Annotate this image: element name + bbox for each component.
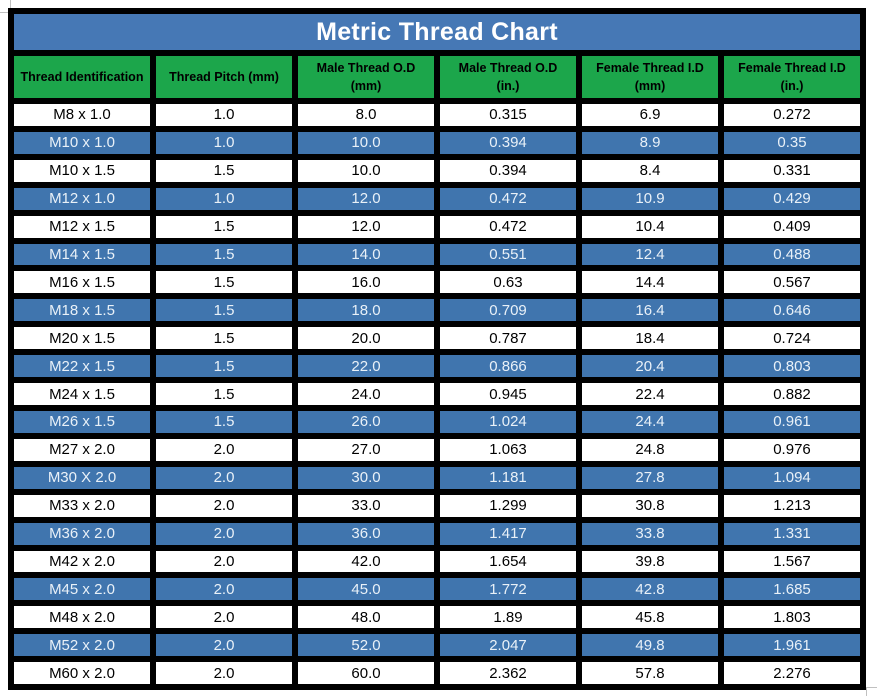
table-cell: M27 x 2.0 (14, 439, 150, 461)
table-cell: M52 x 2.0 (14, 634, 150, 656)
table-cell: 18.4 (582, 327, 718, 349)
table-cell: 0.976 (724, 439, 860, 461)
table-row (14, 244, 860, 266)
column-header: Male Thread O.D (mm) (298, 56, 434, 98)
table-row (14, 495, 860, 517)
table-cell: 22.4 (582, 383, 718, 405)
table-row (14, 523, 860, 545)
table-cell: M16 x 1.5 (14, 271, 150, 293)
table-cell: 16.4 (582, 299, 718, 321)
header-row (14, 56, 860, 98)
table-cell: 52.0 (298, 634, 434, 656)
table-cell: 0.488 (724, 244, 860, 266)
table-cell: 8.9 (582, 132, 718, 154)
table-cell: 45.8 (582, 606, 718, 628)
table-cell: M12 x 1.5 (14, 216, 150, 238)
table-row (14, 411, 860, 433)
table-cell: 12.0 (298, 216, 434, 238)
table-cell: 0.803 (724, 355, 860, 377)
table-cell: 2.0 (156, 551, 292, 573)
table-cell: 60.0 (298, 662, 434, 684)
table-row (14, 160, 860, 182)
table-cell: 1.5 (156, 383, 292, 405)
table-row (14, 467, 860, 489)
table-cell: 2.362 (440, 662, 576, 684)
table-cell: 0.409 (724, 216, 860, 238)
table-cell: M60 x 2.0 (14, 662, 150, 684)
table-cell: 48.0 (298, 606, 434, 628)
table-cell: M36 x 2.0 (14, 523, 150, 545)
table-cell: 1.567 (724, 551, 860, 573)
table-cell: 2.0 (156, 467, 292, 489)
table-cell: 1.5 (156, 327, 292, 349)
table-row (14, 355, 860, 377)
table-cell: 6.9 (582, 104, 718, 126)
table-cell: 0.724 (724, 327, 860, 349)
table-cell: 1.803 (724, 606, 860, 628)
table-row (14, 188, 860, 210)
table-cell: 39.8 (582, 551, 718, 573)
table-cell: M20 x 1.5 (14, 327, 150, 349)
table-cell: 1.89 (440, 606, 576, 628)
metric-thread-chart-table (8, 8, 866, 690)
table-cell: 1.654 (440, 551, 576, 573)
table-cell: 1.063 (440, 439, 576, 461)
table-cell: 12.4 (582, 244, 718, 266)
table-cell: 10.0 (298, 132, 434, 154)
table-cell: 0.394 (440, 160, 576, 182)
table-cell: M10 x 1.5 (14, 160, 150, 182)
table-cell: 0.331 (724, 160, 860, 182)
table-cell: 30.8 (582, 495, 718, 517)
table-cell: 0.787 (440, 327, 576, 349)
table-cell: 33.0 (298, 495, 434, 517)
table-cell: 24.4 (582, 411, 718, 433)
table-cell: M45 x 2.0 (14, 578, 150, 600)
table-cell: 27.8 (582, 467, 718, 489)
table-cell: 8.0 (298, 104, 434, 126)
table-cell: 10.0 (298, 160, 434, 182)
table-row (14, 551, 860, 573)
table-cell: 1.094 (724, 467, 860, 489)
table-cell: 2.276 (724, 662, 860, 684)
table-cell: M14 x 1.5 (14, 244, 150, 266)
table-cell: 36.0 (298, 523, 434, 545)
table-cell: M24 x 1.5 (14, 383, 150, 405)
table-cell: 0.882 (724, 383, 860, 405)
table-cell: 8.4 (582, 160, 718, 182)
table-row (14, 271, 860, 293)
column-header: Female Thread I.D (in.) (724, 56, 860, 98)
table-cell: 0.646 (724, 299, 860, 321)
table-cell: 20.4 (582, 355, 718, 377)
table-row (14, 104, 860, 126)
table-cell: 14.4 (582, 271, 718, 293)
table-cell: 1.0 (156, 132, 292, 154)
table-cell: 1.772 (440, 578, 576, 600)
table-cell: M42 x 2.0 (14, 551, 150, 573)
table-cell: M33 x 2.0 (14, 495, 150, 517)
table-row (14, 132, 860, 154)
chart-title-bar (14, 14, 860, 50)
table-cell: 1.5 (156, 244, 292, 266)
table-cell: 0.472 (440, 188, 576, 210)
table-cell: M10 x 1.0 (14, 132, 150, 154)
table-cell: 14.0 (298, 244, 434, 266)
table-cell: 2.047 (440, 634, 576, 656)
table-cell: 1.181 (440, 467, 576, 489)
table-cell: 0.961 (724, 411, 860, 433)
table-cell: M30 X 2.0 (14, 467, 150, 489)
table-cell: M48 x 2.0 (14, 606, 150, 628)
table-cell: 1.024 (440, 411, 576, 433)
table-cell: 10.4 (582, 216, 718, 238)
table-row (14, 216, 860, 238)
table-cell: 1.299 (440, 495, 576, 517)
table-cell: 0.272 (724, 104, 860, 126)
table-cell: 1.417 (440, 523, 576, 545)
table-row (14, 439, 860, 461)
column-header: Thread Pitch (mm) (156, 56, 292, 98)
table-cell: 1.5 (156, 160, 292, 182)
table-cell: 1.5 (156, 355, 292, 377)
table-cell: 27.0 (298, 439, 434, 461)
table-cell: 12.0 (298, 188, 434, 210)
table-cell: 1.5 (156, 411, 292, 433)
column-header: Female Thread I.D (mm) (582, 56, 718, 98)
table-cell: 1.961 (724, 634, 860, 656)
table-cell: 0.866 (440, 355, 576, 377)
table-cell: M22 x 1.5 (14, 355, 150, 377)
table-cell: 1.5 (156, 271, 292, 293)
table-cell: 0.709 (440, 299, 576, 321)
chart-title: Metric Thread Chart (316, 17, 558, 46)
table-row (14, 662, 860, 684)
table-row (14, 383, 860, 405)
table-body (14, 104, 860, 684)
table-cell: 0.394 (440, 132, 576, 154)
table-cell: 0.945 (440, 383, 576, 405)
table-cell: 49.8 (582, 634, 718, 656)
table-cell: 1.213 (724, 495, 860, 517)
table-cell: 1.0 (156, 104, 292, 126)
table-cell: 26.0 (298, 411, 434, 433)
table-cell: 1.0 (156, 188, 292, 210)
table-cell: 0.429 (724, 188, 860, 210)
table-cell: 1.5 (156, 299, 292, 321)
table-cell: 2.0 (156, 662, 292, 684)
table-row (14, 606, 860, 628)
table-cell: 10.9 (582, 188, 718, 210)
table-cell: 2.0 (156, 606, 292, 628)
table-row (14, 299, 860, 321)
table-cell: M12 x 1.0 (14, 188, 150, 210)
table-cell: 0.315 (440, 104, 576, 126)
table-cell: 24.0 (298, 383, 434, 405)
table-cell: 42.8 (582, 578, 718, 600)
table-cell: 57.8 (582, 662, 718, 684)
table-cell: 2.0 (156, 439, 292, 461)
table-cell: 16.0 (298, 271, 434, 293)
table-cell: 0.63 (440, 271, 576, 293)
table-cell: 2.0 (156, 634, 292, 656)
table-cell: 0.472 (440, 216, 576, 238)
table-cell: M18 x 1.5 (14, 299, 150, 321)
column-header: Thread Identification (14, 56, 150, 98)
table-cell: 33.8 (582, 523, 718, 545)
table-row (14, 634, 860, 656)
table-cell: 1.331 (724, 523, 860, 545)
table-cell: 0.551 (440, 244, 576, 266)
table-cell: 2.0 (156, 523, 292, 545)
page-corner-mark-bottom-right (866, 687, 877, 696)
table-cell: 20.0 (298, 327, 434, 349)
table-cell: 24.8 (582, 439, 718, 461)
table-cell: 2.0 (156, 495, 292, 517)
table-cell: 45.0 (298, 578, 434, 600)
table-cell: M26 x 1.5 (14, 411, 150, 433)
table-cell: 22.0 (298, 355, 434, 377)
table-cell: 1.685 (724, 578, 860, 600)
column-header: Male Thread O.D (in.) (440, 56, 576, 98)
table-cell: 2.0 (156, 578, 292, 600)
table-row (14, 327, 860, 349)
table-cell: 30.0 (298, 467, 434, 489)
table-cell: 18.0 (298, 299, 434, 321)
table-cell: 0.35 (724, 132, 860, 154)
table-cell: 0.567 (724, 271, 860, 293)
table-cell: M8 x 1.0 (14, 104, 150, 126)
table-cell: 42.0 (298, 551, 434, 573)
table-cell: 1.5 (156, 216, 292, 238)
table-row (14, 578, 860, 600)
